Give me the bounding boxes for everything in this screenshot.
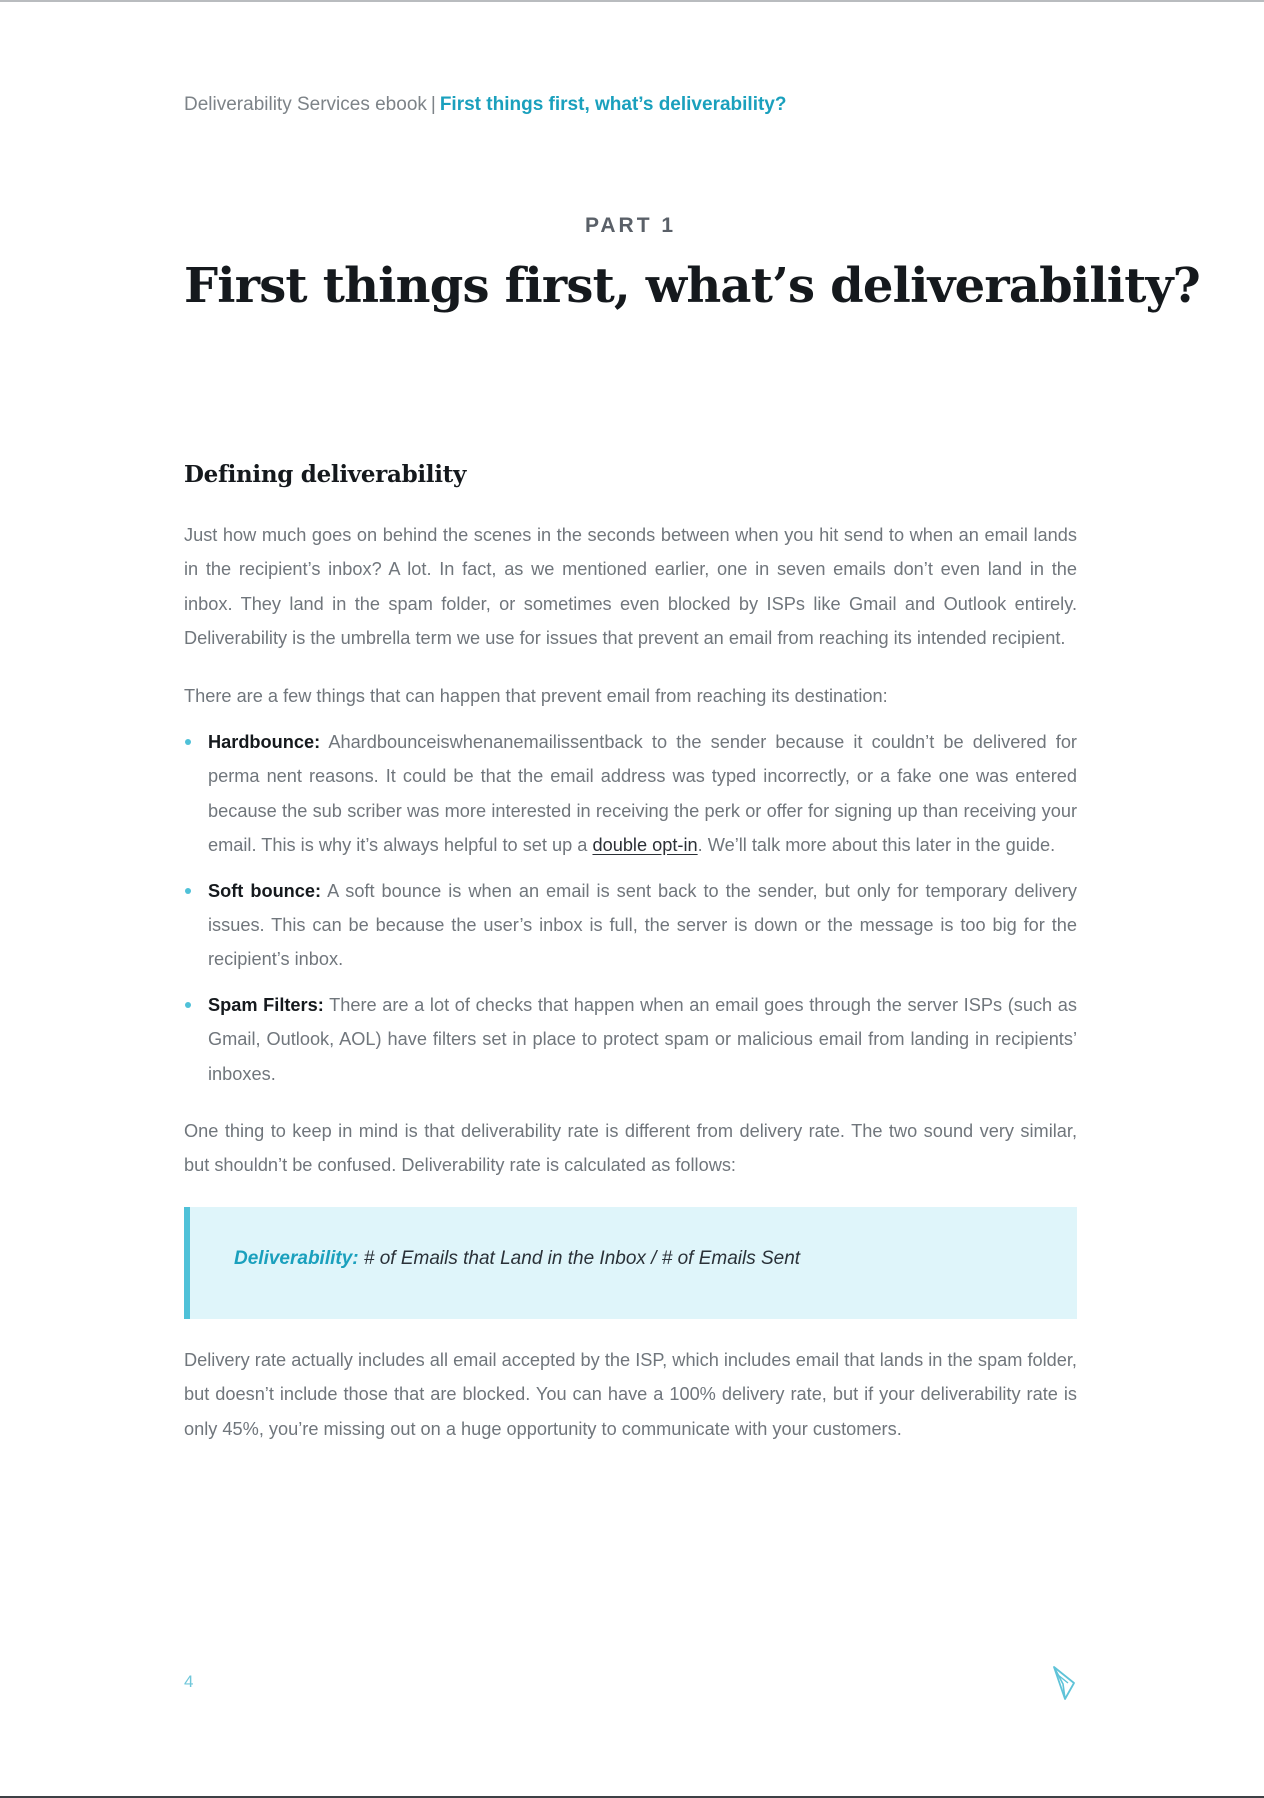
page-number: 4 bbox=[184, 1672, 194, 1691]
list-item-spam-filters bbox=[184, 988, 1077, 1091]
chapter-title: First things first, what’s deliverability? bbox=[184, 258, 1200, 314]
list-item-hardbounce bbox=[184, 725, 1077, 863]
section-heading: Defining deliverability bbox=[184, 461, 467, 488]
bullet-dot bbox=[185, 1002, 191, 1008]
list-item-soft-bounce bbox=[184, 874, 1077, 977]
header-section-title: First things first, what’s deliverability? bbox=[439, 94, 787, 115]
bullet-text-after: . We’ll talk more about this later in the guide. bbox=[697, 835, 1056, 856]
bounce-types-list bbox=[184, 725, 1077, 1102]
ebook-title: Deliverability Services ebook bbox=[184, 94, 427, 115]
part-label: PART 1 bbox=[584, 214, 677, 237]
formula-text bbox=[234, 1248, 800, 1270]
bullet-term: Spam Filters: bbox=[208, 994, 324, 1015]
formula-expression: # of Emails that Land in the Inbox / # of Emails Sent bbox=[358, 1248, 801, 1269]
formula-callout bbox=[184, 1207, 1077, 1319]
delivery-rate-paragraph: Delivery rate actually includes all email accepted by the ISP, which includes email that lands in the spam folder, but doesn’t include those that are blocked. You can have a 100% delivery rate, but if your deliverability rate is only 45%, you’re missing out on a huge opportunity to communicate with your customers. bbox=[184, 1350, 1077, 1439]
bullet-text: There are a lot of checks that happen when an email goes through the server ISPs (such as Gmail, Outlook, AOL) have filters set in place to protect spam or malicious email from landing in recipients’ inboxes. bbox=[208, 994, 1078, 1084]
bullet-text: A soft bounce is when an email is sent back to the sender, but only for temporary delivery issues. This can be because the user’s inbox is full, the server is down or the message is too big for the recipient’s inbox. bbox=[208, 880, 1077, 970]
paper-plane-icon bbox=[1051, 1665, 1077, 1701]
bullet-dot bbox=[185, 888, 191, 894]
bullet-dot bbox=[185, 739, 191, 745]
running-header bbox=[184, 94, 786, 116]
bullet-term: Hardbounce: bbox=[208, 732, 321, 752]
formula-label: Deliverability: bbox=[234, 1248, 359, 1269]
bullet-text: Ahardbounceiswhenanemailissentback to the sender because it couldn’t be delivered for perma nent reasons. It could be that the email address was typed incorrectly, or a fake one was entered because the sub scriber was more interested in receiving the perk or offer for signing up than receiving your email. This is why it’s always helpful to set up a bbox=[208, 732, 1077, 856]
bullet-term: Soft bounce: bbox=[208, 880, 322, 901]
lead-in-paragraph: There are a few things that can happen that prevent email from reaching its destination: bbox=[184, 686, 888, 706]
top-rule bbox=[0, 0, 1264, 2]
comparison-paragraph: One thing to keep in mind is that deliverability rate is different from delivery rate. The two sound very similar, but shouldn’t be confused. Deliverability rate is calculated as follows: bbox=[184, 1121, 1077, 1176]
intro-paragraph: Just how much goes on behind the scenes in the seconds between when you hit send to when an email lands in the recipient’s inbox? A lot. In fact, as we mentioned earlier, one in seven emails don’t even land in the inbox. They land in the spam folder, or sometimes even blocked by ISPs like Gmail and Outlook entirely. Deliverability is the umbrella term we use for issues that prevent an email from reaching its intended recipient. bbox=[184, 525, 1077, 649]
header-separator: | bbox=[430, 94, 436, 115]
double-opt-in-link[interactable]: double opt-in bbox=[592, 835, 698, 856]
